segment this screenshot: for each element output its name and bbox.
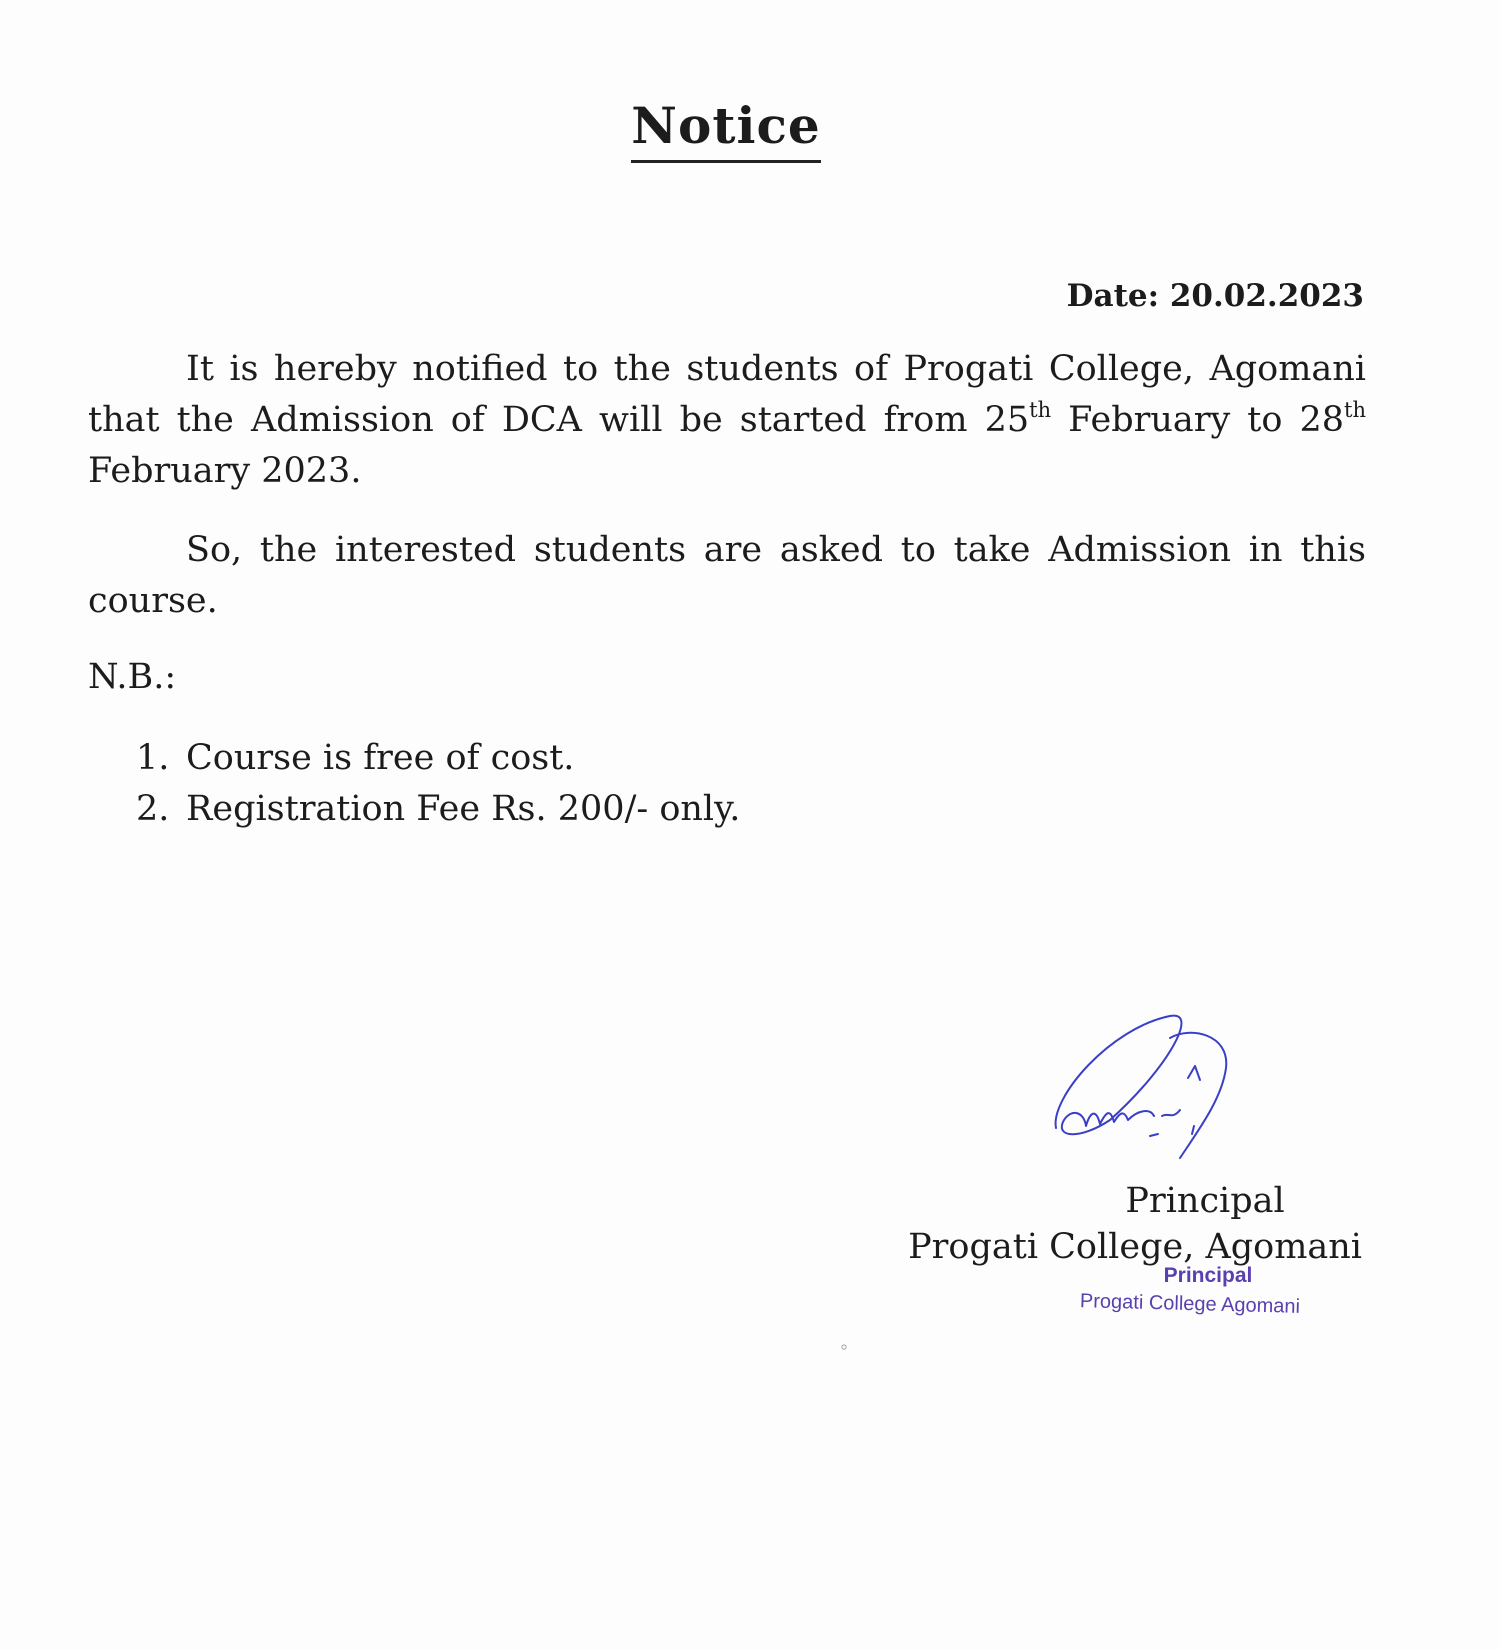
signatory-institution: Progati College, Agomani: [908, 1227, 1362, 1267]
signatory-title: Principal: [1125, 1181, 1285, 1221]
notice-title: Notice: [631, 96, 820, 163]
stamp-line-2: Progati College Agomani: [1079, 1290, 1301, 1318]
nb-label: N.B.:: [88, 657, 177, 697]
notice-title-container: [0, 96, 1452, 163]
nb-item-text: Course is free of cost.: [186, 738, 575, 778]
notice-date: Date: 20.02.2023: [1066, 278, 1364, 314]
stamp-line-1: Principal: [1163, 1264, 1253, 1287]
official-stamp: [1060, 1262, 1320, 1318]
paragraph-1-text-c: February 2023.: [88, 451, 362, 491]
scan-speck: ⸰: [840, 1340, 849, 1356]
ordinal-suffix-28: th: [1344, 398, 1366, 422]
paragraph-1-text-b: February to 28: [1051, 400, 1345, 440]
nb-item-text: Registration Fee Rs. 200/- only.: [186, 789, 741, 829]
principal-signature: [1050, 1008, 1250, 1168]
nb-list-item: [136, 733, 740, 784]
notice-paragraph-1: [88, 344, 1366, 497]
nb-list-item: [136, 784, 740, 835]
nb-item-number: 2.: [136, 789, 170, 829]
nb-item-number: 1.: [136, 738, 170, 778]
nb-list: [136, 733, 740, 835]
notice-paragraph-2: So, the interested students are asked to take Admission in this course.: [88, 530, 1366, 621]
paragraph-1-text-a: It is hereby notified to the students of Progati College, Agomani that the Admission of DCA will be started from 25: [88, 349, 1366, 440]
ordinal-suffix-25: th: [1029, 398, 1052, 422]
signatory-block: [908, 1178, 1362, 1270]
